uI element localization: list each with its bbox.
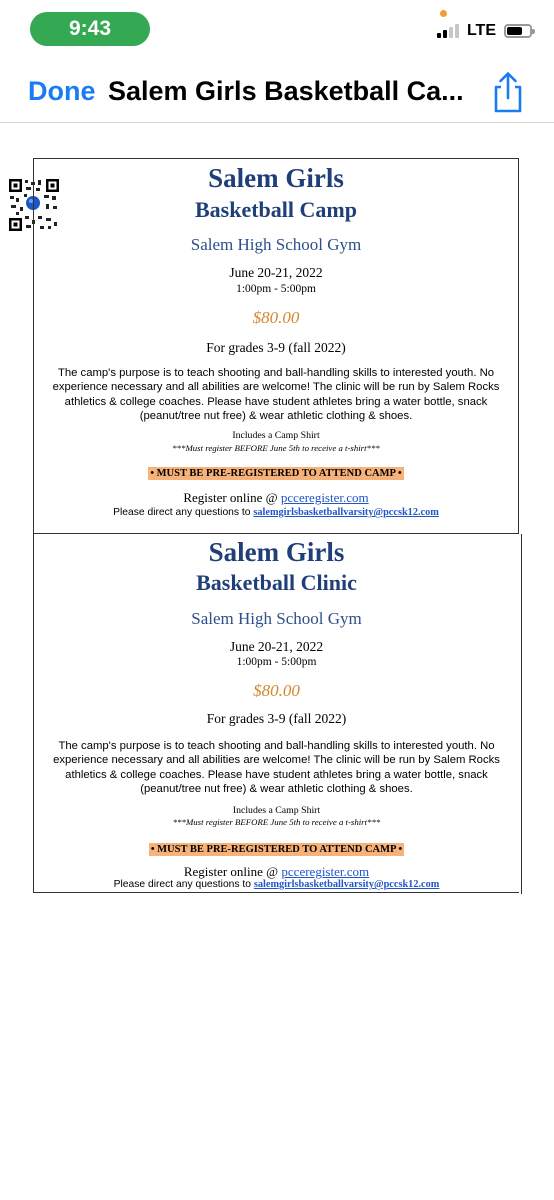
flyer-purpose: The camp's purpose is to teach shooting and ball-handling skills to interested youth. No experience necessary and all abilities are welcome! The clinic will be run by Salem Rocks athletics & college coaches. Please have student athletes bring a water bottle, snack (peanut/tree nut free) & wear athletic clothing & shoes. (52, 367, 500, 422)
flyer-grades: For grades 3-9 (fall 2022) (206, 340, 346, 355)
flyer-price: $80.00 (253, 681, 300, 700)
flyer-register (34, 490, 518, 506)
flyer-location: Salem High School Gym (191, 609, 362, 628)
flyer-shirt-note: ***Must register BEFORE June 5th to receive a t-shirt*** (172, 817, 381, 827)
nav-bar (0, 60, 554, 123)
done-button[interactable]: Done (28, 76, 96, 106)
flyer-register (34, 864, 519, 880)
flyer-includes: Includes a Camp Shirt (232, 430, 320, 441)
status-time[interactable]: 9:43 (30, 12, 150, 46)
register-prefix: Register online @ (183, 490, 281, 505)
flyer-border (521, 534, 522, 894)
status-bar (0, 0, 554, 56)
flyer-dates: June 20-21, 2022 (229, 639, 324, 654)
privacy-indicator-icon (440, 10, 447, 17)
status-indicators (437, 22, 532, 40)
questions-prefix: Please direct any questions to (113, 507, 254, 518)
flyer-questions (34, 879, 519, 890)
flyer-purpose: The camp's purpose is to teach shooting and ball-handling skills to interested youth. No experience necessary and all abilities are welcome! The clinic will be run by Salem Rocks athletics & college coaches. Please have student athletes bring a water bottle, snack (peanut/tree nut free) & wear athletic clothing & shoes. (53, 740, 500, 795)
register-prefix: Register online @ (183, 864, 282, 879)
questions-email-link[interactable]: salemgirlsbasketballvarsity@pccsk12.com (253, 507, 439, 518)
flyer-hours: 1:00pm - 5:00pm (236, 656, 317, 668)
questions-email-link[interactable]: salemgirlsbasketballvarsity@pccsk12.com (253, 879, 440, 890)
share-icon (488, 70, 528, 114)
share-button[interactable] (488, 70, 528, 114)
questions-prefix: Please direct any questions to (113, 879, 254, 890)
flyer-shirt-note: ***Must register BEFORE June 5th to receive a t-shirt*** (172, 443, 380, 453)
battery-icon (504, 24, 532, 38)
register-link[interactable]: pcceregister.com (280, 490, 369, 505)
network-type: LTE (466, 22, 496, 39)
flyer-questions (34, 507, 518, 518)
flyer-price: $80.00 (252, 308, 300, 327)
document-title: Salem Girls Basketball Ca... (108, 76, 464, 106)
flyer-banner: • MUST BE PRE-REGISTERED TO ATTEND CAMP • (150, 844, 403, 855)
flyer-banner: • MUST BE PRE-REGISTERED TO ATTEND CAMP • (150, 468, 402, 479)
flyer-hours: 1:00pm - 5:00pm (236, 283, 316, 295)
flyer-title: Salem Girls (208, 537, 345, 567)
flyer-clinic (33, 533, 519, 893)
flyer-location: Salem High School Gym (190, 235, 362, 254)
flyer-includes: Includes a Camp Shirt (232, 805, 321, 816)
register-link[interactable]: pcceregister.com (281, 864, 370, 879)
flyer-dates: June 20-21, 2022 (229, 265, 323, 280)
flyer-grades: For grades 3-9 (fall 2022) (206, 711, 347, 726)
flyer-subtitle: Basketball Camp (195, 197, 357, 222)
flyer-subtitle: Basketball Clinic (196, 570, 357, 595)
flyer-camp (33, 158, 519, 534)
cellular-signal-icon (437, 24, 459, 38)
flyer-title: Salem Girls (208, 163, 344, 193)
